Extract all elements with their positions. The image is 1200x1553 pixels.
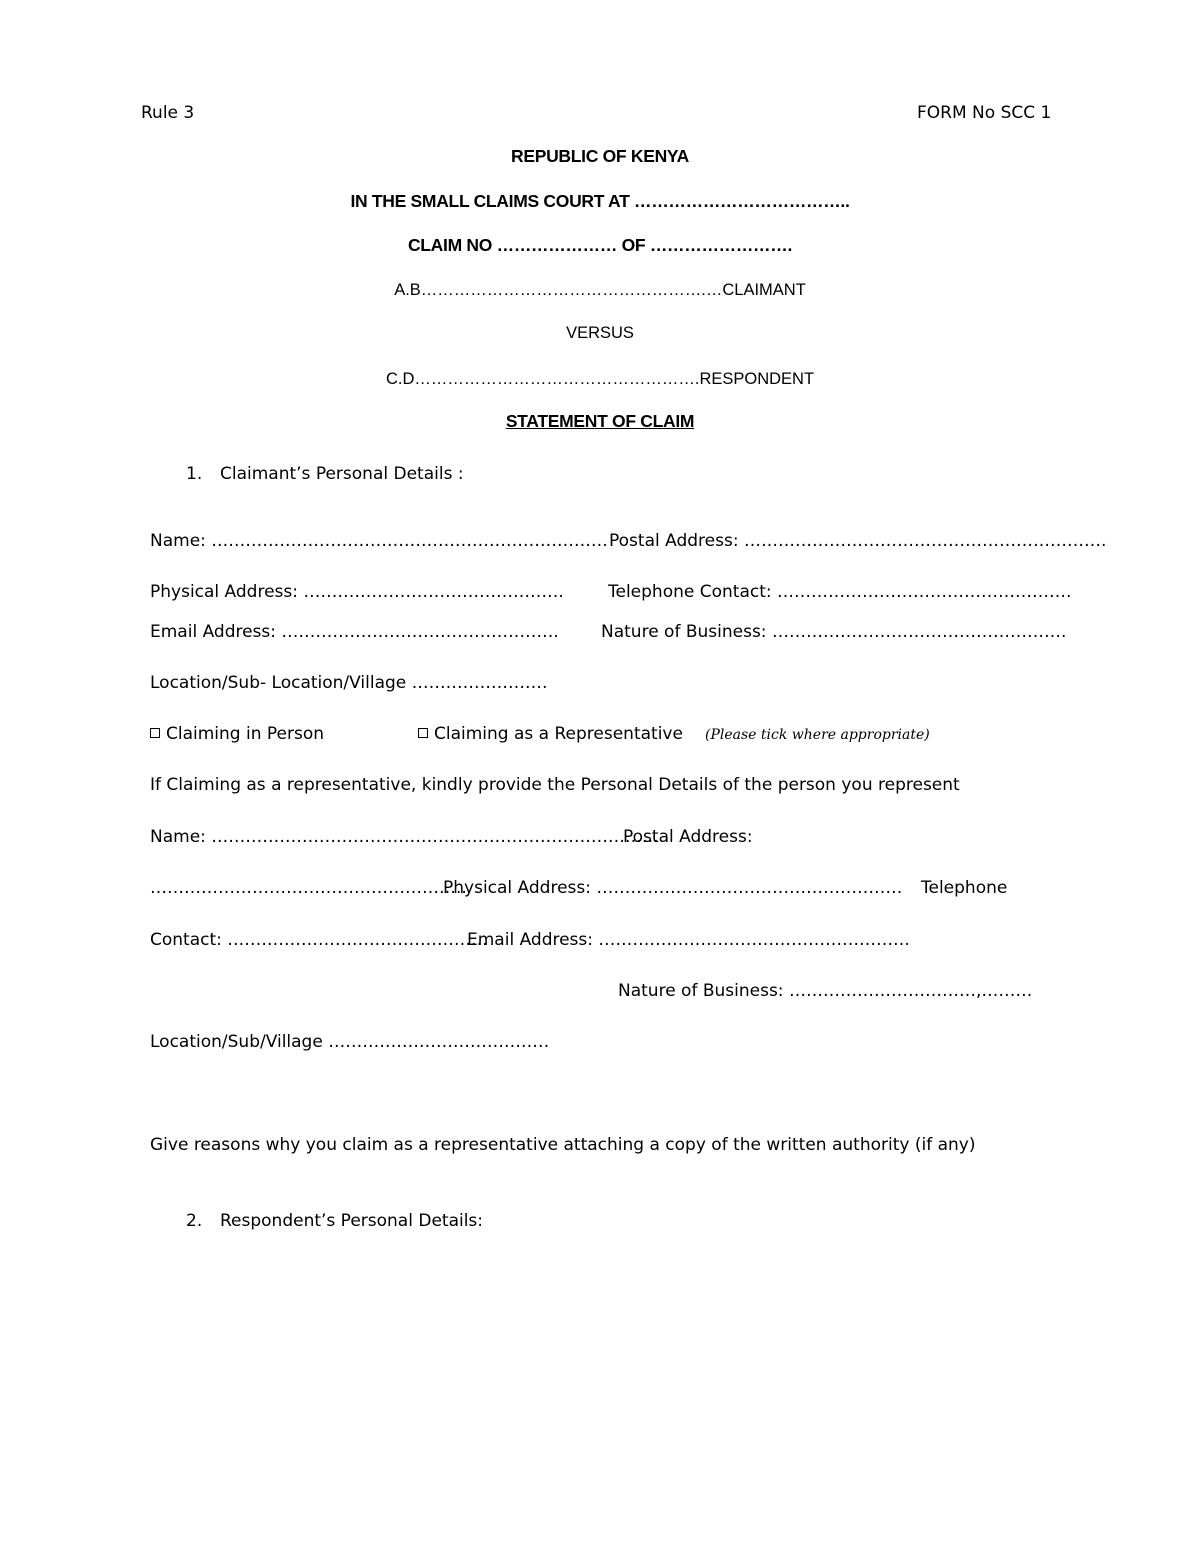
claimant-telephone-field: Telephone Contact: ……………………………………………. [608, 582, 1072, 602]
claiming-in-person-option[interactable] [150, 724, 324, 744]
rep-physical-field: Physical Address: ……………………………………………… [443, 878, 903, 898]
rep-nature-field: Nature of Business: ……………………………,……… [618, 981, 1033, 1001]
claiming-representative-label: Claiming as a Representative [434, 724, 683, 744]
section2-title: Respondent’s Personal Details: [220, 1211, 484, 1231]
representative-intro: If Claiming as a representative, kindly provide the Personal Details of the person you represent [150, 775, 960, 795]
tick-note: (Please tick where appropriate) [705, 727, 930, 743]
respondent-line: C.D…………………………………………….RESPONDENT [385, 370, 815, 388]
rep-name-field: Name: ……………………………………………………………………. [150, 827, 659, 847]
rep-contact-field: Contact: ………………………………………. [150, 930, 488, 950]
claimant-postal-field: Postal Address: ………………………………………………………. [609, 531, 1107, 551]
claiming-representative-option[interactable] [418, 724, 683, 744]
section2-number: 2. [186, 1211, 203, 1231]
section1-title: Claimant’s Personal Details : [220, 464, 464, 484]
republic-heading: REPUBLIC OF KENYA [510, 146, 690, 166]
claimant-email-field: Email Address: …………………………………………. [150, 622, 559, 642]
claimant-line: A.B…………………………………………….…CLAIMANT [394, 281, 806, 299]
claimant-nature-field: Nature of Business: ……………………………………………. [601, 622, 1067, 642]
claimant-name-field: Name: ……………………………………………………………. [150, 531, 608, 551]
reasons-text: Give reasons why you claim as a representative attaching a copy of the written authority (if any) [150, 1135, 976, 1155]
court-heading: IN THE SMALL CLAIMS COURT AT ……………………………….. [350, 191, 850, 211]
rep-telephone-label: Telephone [921, 878, 1008, 898]
claim-number-heading: CLAIM NO ………………… OF ……………………. [407, 235, 793, 255]
checkbox-representative[interactable] [418, 728, 428, 738]
rep-postal-dots: ……………………………………………….. [150, 878, 467, 898]
claiming-in-person-label: Claiming in Person [166, 724, 325, 744]
statement-heading: STATEMENT OF CLAIM [505, 411, 695, 431]
claimant-location-field: Location/Sub- Location/Village …………………… [150, 673, 548, 693]
versus-text: VERSUS [566, 324, 634, 342]
rep-email-field: Email Address: ………………………………………………. [467, 930, 910, 950]
claimant-physical-field: Physical Address: ………………………………………. [150, 582, 564, 602]
section1-number: 1. [186, 464, 203, 484]
rule-label: Rule 3 [141, 103, 195, 123]
rep-postal-label: Postal Address: [623, 827, 753, 847]
form-number: FORM No SCC 1 [917, 103, 1052, 123]
checkbox-in-person[interactable] [150, 728, 160, 738]
rep-location-field: Location/Sub/Village ………………………………… [150, 1032, 550, 1052]
